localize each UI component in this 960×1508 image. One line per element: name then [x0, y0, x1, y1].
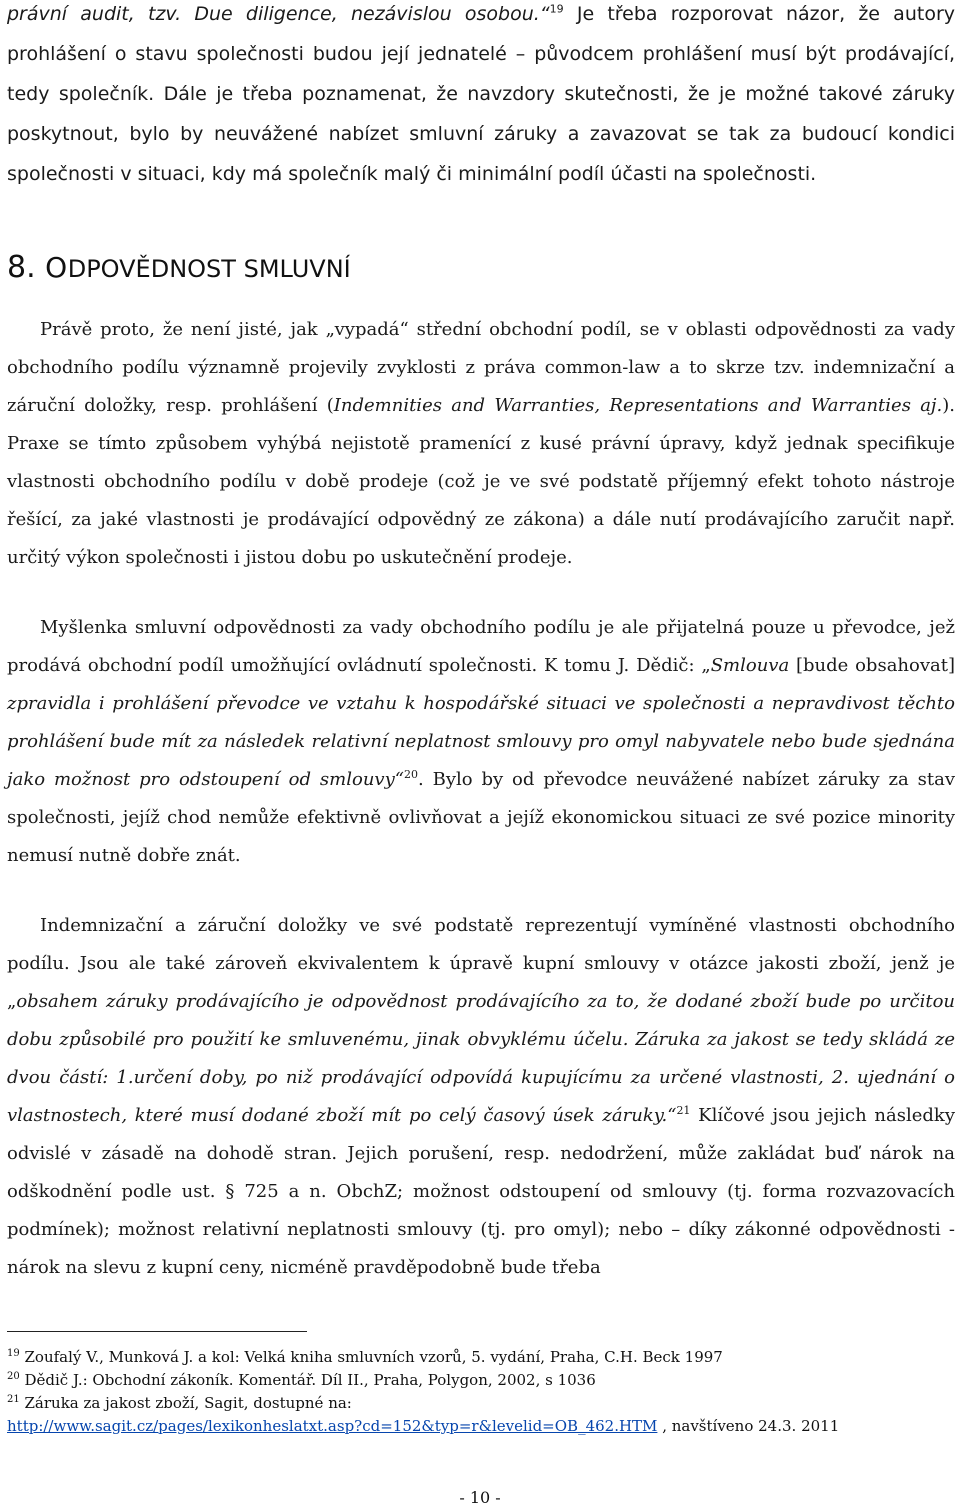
footnote-separator: [7, 1331, 307, 1332]
paragraph-indemnizacni-dolozky: [7, 907, 955, 1287]
footnote-21-link-line: [7, 1415, 955, 1438]
intro-italic: právní audit, tzv. Due diligence, nezávislou osobou.“: [7, 3, 550, 25]
para3-italic-d: zpravidla i prohlášení převodce ve vztahu k hospodářské situaci ve společnosti a nepravdivost těchto prohlášení bude mít za následek relativní neplatnost smlouvy pro omyl nabyvatele nebo bude sjednána jako možnost pro odstoupení od smlouvy“: [7, 693, 955, 790]
heading-initial-1: O: [45, 251, 68, 284]
para2-italic: Indemnities and Warranties, Representations and Warranties aj.: [333, 395, 943, 416]
para3-text-a: Myšlenka smluvní odpovědnosti za vady obchodního podílu je ale přijatelná pouze u převodce, jež prodává obchodní podíl umožňující ovládnutí společnosti. K tomu J. Dědič: „: [7, 617, 955, 676]
para3-text-e: . Bylo by od převodce neuvážené nabízet záruky za stav společnosti, jejíž chod nemůže efektivně ovlivňovat a jejíž ekonomickou situaci ze své pozice minority nemusí nutně dobře znát.: [7, 769, 956, 866]
footnote-20-text: Dědič J.: Obchodní zákoník. Komentář. Díl II., Praha, Polygon, 2002, s 1036: [19, 1371, 596, 1389]
section-heading: [7, 250, 351, 285]
intro-text: Je třeba rozporovat názor, že autory prohlášení o stavu společnosti budou její jednatelé – původcem prohlášení musí být prodávající, tedy společník. Dále je třeba poznamenat, že navzdory skutečnosti, že je možné takové záruky poskytnout, bylo by neuvážené nabízet smluvní záruky a zavazovat se tak za budoucí kondici společnosti v situaci, kdy má společník malý či minimální podíl účasti na společnosti.: [7, 3, 955, 185]
section-number: 8.: [7, 250, 46, 285]
footnote-20: [7, 1369, 955, 1392]
paragraph-smluvni-odpovednost: [7, 609, 955, 875]
footnote-19-number: 19: [7, 1348, 20, 1359]
para3-italic-b: Smlouva: [710, 655, 790, 676]
footnote-21-tail: , navštíveno 24.3. 2011: [657, 1417, 840, 1435]
footnote-ref-19[interactable]: 19: [549, 2, 564, 16]
footnote-20-number: 20: [7, 1371, 20, 1382]
para4-text-a: Indemnizační a záruční doložky ve své podstatě reprezentují vymíněné vlastnosti obchodního podílu. Jsou ale také zároveň ekvivalentem k úpravě kupní smlouvy v otázce jakosti zboží, jenž je „: [7, 915, 955, 1012]
para4-text-c: Klíčové jsou jejich následky odvislé v zásadě na dohodě stran. Jejich porušení, resp. nedodržení, může zakládat buď nárok na odškodnění podle ust. § 725 a n. ObchZ; možnost odstoupení od smlouvy (tj. forma rozvazovacích podmínek); možnost relativní neplatnosti smlouvy (tj. pro omyl); nebo – díky zákonné odpovědnosti - nárok na slevu z kupní ceny, nicméně pravděpodobně bude třeba: [7, 1105, 955, 1278]
para2-text-a: Právě proto, že není jisté, jak „vypadá“ střední obchodní podíl, se v oblasti odpovědnosti za vady obchodního podílu významně projevily zvyklosti z práva common-law a to skrze tzv. indemnizační a záruční doložky, resp. prohlášení (: [7, 319, 955, 416]
footnotes: [7, 1346, 955, 1438]
para2-text-c: ). Praxe se tímto způsobem vyhýbá nejistotě pramenící z kusé právní úpravy, když jednak specifikuje vlastnosti obchodního podílu v době prodeje (což je ve své podstatě příjemný efekt tohoto nástroje řešící, za jaké vlastnosti je prodávající odpovědný ze zákona) a dále nutí prodávajícího zaručit např. určitý výkon společnosti i jistou dobu po uskutečnění prodeje.: [7, 395, 955, 568]
footnote-19: [7, 1346, 955, 1369]
heading-word-2: SMLUVNÍ: [243, 255, 351, 283]
sagit-link[interactable]: http://www.sagit.cz/pages/lexikonheslatxt.asp?cd=152&typ=r&levelid=OB_462.HTM: [7, 1417, 658, 1435]
footnote-21: [7, 1392, 955, 1415]
footnote-ref-21[interactable]: 21: [676, 1104, 691, 1117]
footnote-21-number: 21: [7, 1394, 20, 1405]
footnote-21-text: Záruka za jakost zboží, Sagit, dostupné na:: [19, 1394, 352, 1412]
page-number: - 10 -: [459, 1488, 501, 1507]
heading-word-1: DPOVĚDNOST: [67, 255, 236, 283]
paragraph-common-law: [7, 311, 955, 577]
para4-italic: obsahem záruky prodávajícího je odpovědnost prodávajícího za to, že dodané zboží bude po určitou dobu způsobilé pro použití ke smluvenému, jinak obvyklému účelu. Záruka za jakost se tedy skládá ze dvou částí: 1.určení doby, po niž prodávající odpovídá kupujícímu za určené vlastnosti, 2. ujednání o vlastnostech, které musí dodané zboží mít po celý časový úsek záruky.“: [7, 991, 955, 1126]
para3-text-c: [bude obsahovat]: [789, 655, 956, 676]
footnote-ref-20[interactable]: 20: [403, 768, 418, 781]
intro-paragraph: [7, 0, 955, 194]
footnote-19-text: Zoufalý V., Munková J. a kol: Velká kniha smluvních vzorů, 5. vydání, Praha, C.H. Beck 1997: [19, 1348, 723, 1366]
